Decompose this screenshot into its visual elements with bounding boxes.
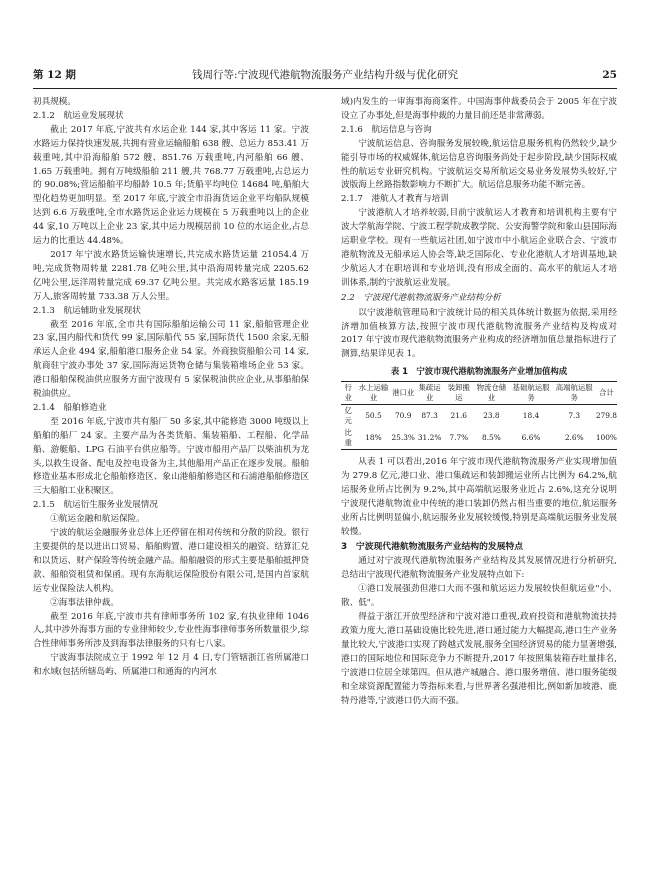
table-caption: 表 1 宁波市现代港航物流服务产业增加值构成 (390, 366, 568, 377)
table-column-header: 高端航运服务 (555, 383, 593, 403)
paragraph: 至 2016 年底,宁波市共有船厂 50 多家,其中能修造 3000 吨级以上船舶的船厂 24 家。主要产品为各类货船、集装箱船、工程船、化学品船、游艇船、LPG 石油平台供应船等。宁波市船用产品厂以柴油机为龙头,以救生设备、配电及控电设备为主,其他船用产品正在逐步发展。船舶修造业基本形成北仑船舶修造区、象山港船舶修造区和石浦港船舶修造区三大船舶工业积聚区。 (33, 416, 309, 497)
table-cell: 比重 (344, 428, 352, 448)
table-cell: 18% (365, 433, 382, 443)
table-row (341, 405, 617, 428)
table-cell: 亿元 (344, 406, 352, 426)
table-cell: 25.3% (391, 433, 415, 443)
table-cell: 2.6% (564, 433, 584, 443)
table-header-row (341, 382, 617, 405)
right-column (341, 96, 617, 708)
subsection-heading: 2.1.3 航运辅助业发展现状 (33, 305, 141, 316)
subsection-heading: 2.1.6 航运信息与咨询 (341, 124, 432, 135)
table-cell: 7.7% (449, 433, 469, 443)
right-column-lower (341, 456, 617, 708)
paragraph: 截至 2016 年底,全市共有国际船舶运输公司 11 家,船舶管理企业 23 家,国内船代和货代 99 家,国际船代 55 家,国际货代 1500 余家,无船承运人企业 494 家,船舶港口服务企业 54 家。外商独资船舶公司 14 家,航商驻宁波办事处 37 家,国际海运货物仓储与集装箱堆场企业 53 家。港口船舶保税油供应服务方面宁波现有 5 家保税油供应企业,从事船舶保税油供应。 (33, 319, 309, 400)
table-column-header: 水上运输业 (358, 383, 389, 403)
left-column (33, 96, 309, 680)
running-header (33, 66, 617, 84)
right-column-upper (341, 96, 617, 362)
page-number: 25 (602, 69, 617, 81)
section-heading: 2.2 宁波现代港航物流服务产业结构分析 (341, 292, 501, 303)
subsection-heading: 2.1.7 港航人才教育与培训 (341, 194, 449, 205)
paragraph-continued: 域)内发生的一审海事海商案件。中国海事仲裁委员会于 2005 年在宁波设立了办事处,但是海事仲裁的力量目前还是非常薄弱。 (341, 97, 617, 121)
subsection-heading: 2.1.5 航运衍生服务业发展情况 (33, 500, 158, 511)
table-row (341, 427, 617, 450)
paragraph: 截至 2016 年底,宁波市共有律师事务所 102 家,有执业律师 1046 人,其中涉外海事方面的专业律师较少,专业性海事律师事务所数量很少,综合性律师事务所涉及到海事法律服务的只有七八家。 (33, 611, 309, 650)
paragraph: 得益于浙江开放型经济和宁波对港口重视,政府投资和港航物流扶持政策力度大,港口基础设施比较先进,港口通过能力大幅提高,港口生产业务量比较大,宁波港口实现了跨越式发展,服务全国经济贸易的能力显著增强,港口的国际地位和国际竞争力不断提升,2017 年按照集装箱吞吐量排名,宁波港口位居全球第四。但从港产城融合、港口服务增值、港口服务能级和全球资源配置能力等指标来看,与世界著名强港相比,例如新加坡港、鹿特丹港等,宁波港口仍大而不强。 (341, 612, 617, 706)
table-column-header: 行业 (344, 383, 352, 403)
table-cell: 6.6% (521, 433, 541, 443)
paragraph: 宁波海事法院成立于 1992 年 12 月 4 日,专门管辖浙江省所属港口和水域(包括所辖岛屿、所属港口和通海的内河水 (33, 653, 309, 678)
major-heading: 3 宁波现代港航物流服务产业结构的发展特点 (341, 541, 524, 552)
table-cell: 70.9 (394, 411, 412, 421)
paragraph: 2017 年宁波水路货运输快速增长,共完成水路货运量 21054.4 万吨,完成货物周转量 2281.78 亿吨公里,其中沿海周转量完成 2205.62 亿吨公里,远洋周转量完成 69.37 亿吨公里。共完成水路客运量 185.19 万人,旅客周转量 733.38 万人公里。 (33, 249, 309, 302)
paragraph: ①港口发展强劲但港口大而不强和航运运力发展较快但航运业"小、散、低"。 (341, 584, 617, 609)
table-cell: 31.2% (417, 433, 442, 443)
paragraph: 宁波的航运金融服务业总体上还停留在相对传统和分散的阶段。银行主要提供的是以进出口贸易、船舶购置、港口建设相关的融资、结算汇兑和以货运、财产保险等传统金融产品。船舶融资的形式主要是船舶抵押贷款、船舶资租赁和保函。现有东海航运保险股份有限公司,是国内首家航运专业保险法人机构。 (33, 528, 309, 594)
header-rule (33, 88, 617, 89)
table-cell: 50.5 (365, 411, 382, 421)
paragraph: 通过对宁波现代港航物流服务产业结构及其发展情况进行分析研究,总结出宁波现代港航物流服务产业发展特点如下: (341, 556, 617, 581)
subsection-heading: 2.1.4 船舶修造业 (33, 402, 107, 413)
table-column-header: 合计 (599, 388, 614, 398)
table-column-header: 装卸搬运 (447, 383, 470, 403)
list-item-heading: ②海事法律仲裁。 (50, 597, 119, 608)
table-cell: 100% (595, 433, 617, 443)
issue-number: 第 12 期 (33, 69, 76, 81)
table-column-header: 物流仓储业 (476, 383, 507, 403)
paragraph: 以宁波港航管理局和宁波统计局的相关具体统计数据为依据,采用经济增加值核算方法,按照宁波市现代港航物流服务产业结构及构成对 2017 年宁波市现代港航物流服务产业构成的经济增加值总量指标进行了测算,结果详见表 1。 (341, 307, 617, 360)
paragraph: 宁波港航人才培养较弱,目前宁波航运人才教育和培训机构主要有宁波大学航海学院、宁波工程学院成教学院、公安海警学院和象山县国际海运职业学校。现有一些航运社团,如宁波市中小航运企业联合会、宁波市港航物流及无船承运人协会等,缺乏国际化、专业化港航人才培训基地,缺少航运人才在职培训和专业培训,没有形成全面的、高水平的航运人才培训体系,制约宁波航运业发展。 (341, 208, 617, 288)
list-item-heading: ①航运金融和航运保险。 (50, 514, 145, 525)
table-cell: 279.8 (595, 411, 617, 421)
table-cell: 18.4 (522, 411, 540, 421)
paragraph: 宁波航运信息、咨询服务发展较晚,航运信息服务机构仍然较少,缺少能引导市场的权威媒体,航运信息咨询服务尚处于起步阶段,缺少国际权威性的航运专业研究机构。宁波航运交易所航运交易业务发展势头较好,宁波版海上丝路指数影响力不断扩大。航运信息服务功能不断完善。 (341, 138, 617, 191)
paragraph: 从表 1 可以看出,2016 年宁波市现代港航物流服务产业实现增加值为 279.8 亿元,港口业、港口集疏运和装卸搬运业所占比例为 64.2%,航运服务业所占比例为 9.2%,其中高端航运服务业近占 2.6%,这充分说明宁波现代港航物流业中传统的港口装卸仍然占相当重要的地位,航运服务业所占比例明显偏小,航运服务业发展较缓慢,特别是高端航运服务业发展较慢。 (341, 457, 617, 537)
paragraph-continued: 初具规模。 (33, 97, 76, 107)
table-cell: 23.8 (483, 411, 500, 421)
paragraph: 截止 2017 年底,宁波共有水运企业 144 家,其中客运 11 家。宁波水路运力保持快速发展,共拥有营业运输船舶 638 艘、总运力 853.41 万载重吨,其中沿海船舶 572 艘、851.76 万载重吨,内河船舶 66 艘、1.65 万载重吨。拥有万吨级船舶 211 艘,共 768.77 万载重吨,占总运力的 90.08%;营运船舶平均船龄 10.5 年;货船平均吨位 14684 吨,船舶大型化趋势更加明显。至 2017 年底,宁波全市沿海货运企业平均船队规模达到 6.6 万载重吨,全市水路货运企业运力规模在 5 万载重吨以上的企业 44 家,10 万吨以上企业 23 家,其中运力规模居前 10 位的水运企业,占总运力的比重达 44.48%。 (33, 124, 309, 247)
table-cell: 87.3 (421, 411, 438, 421)
table-cell: 7.3 (568, 411, 581, 421)
subsection-heading: 2.1.2 航运业发展现状 (33, 110, 124, 121)
table-cell: 21.6 (450, 411, 468, 421)
table-column-header: 港口业 (392, 388, 415, 398)
table-column-header: 基础航运服务 (512, 383, 550, 403)
table-column-header: 集疏运业 (418, 383, 441, 403)
article-running-title: 钱周行等:宁波现代港航物流服务产业结构升级与优化研究 (191, 69, 459, 81)
value-added-table (341, 381, 617, 450)
table-cell: 8.5% (482, 433, 501, 443)
